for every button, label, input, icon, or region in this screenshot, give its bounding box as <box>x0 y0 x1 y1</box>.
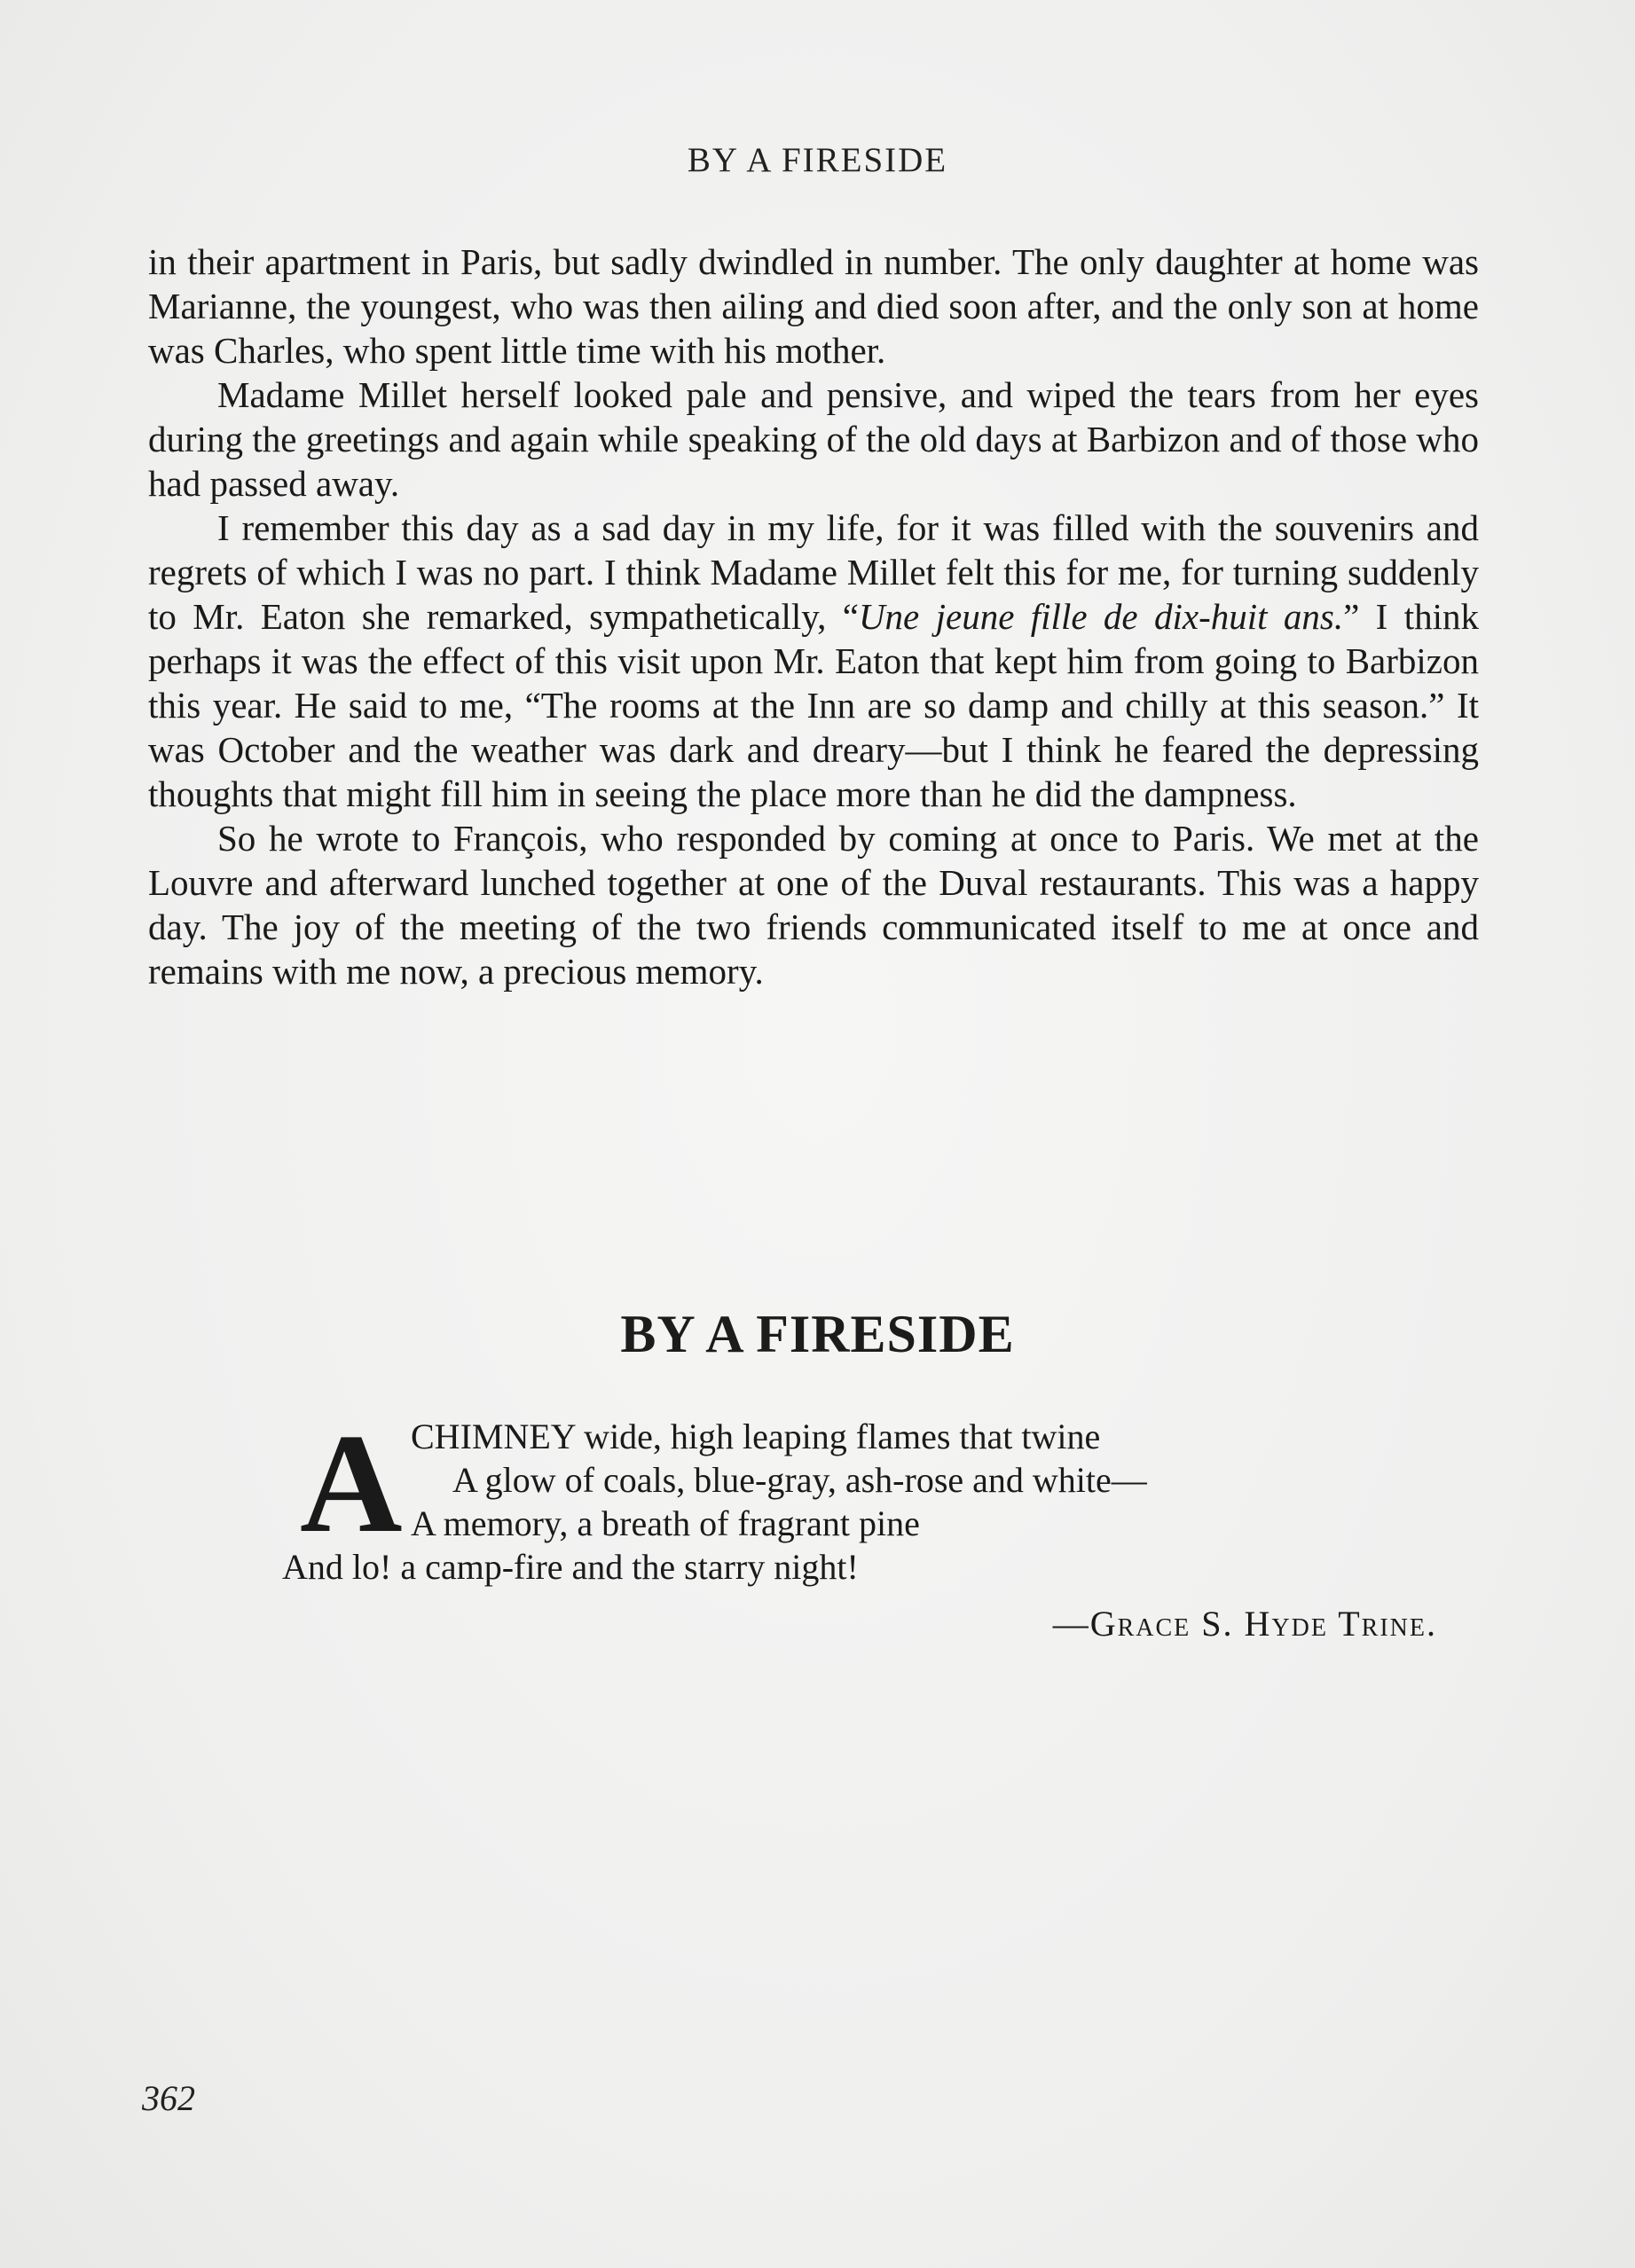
poem-line-2: A glow of coals, blue-gray, ash-rose and white— <box>452 1460 1147 1500</box>
page-number: 362 <box>142 2078 195 2118</box>
poem-title: BY A FIRESIDE <box>620 1305 1015 1363</box>
poem <box>282 1404 1471 1589</box>
drop-cap: A <box>300 1404 403 1562</box>
paragraph-4: So he wrote to François, who responded by coming at once to Paris. We met at the Louvre and afterward lunched together at one of the Duval restaurants. This was a happy day. The joy of the meeting of the two friends communicated itself to me at once and remains with me now, a precious memory. <box>148 818 1479 992</box>
paragraph-2: Madame Millet herself looked pale and pensive, and wiped the tears from her eyes during the greetings and again while speaking of the old days at Barbizon and of those who had passed away. <box>148 374 1479 504</box>
poem-line-1: CHIMNEY wide, high leaping flames that twine <box>411 1417 1101 1456</box>
poem-line-3: A memory, a breath of fragrant pine <box>411 1503 920 1543</box>
running-head: BY A FIRESIDE <box>687 141 948 179</box>
poem-attribution: —Grace S. Hyde Trine. <box>1052 1604 1437 1644</box>
poem-line-4: And lo! a camp-fire and the starry night! <box>282 1547 859 1587</box>
paragraph-1: in their apartment in Paris, but sadly dwindled in number. The only daughter at home was Marianne, the youngest, who was then ailing and died soon after, and the only son at home was Charles, who spent little time with his mother. <box>148 241 1479 371</box>
paragraph-3-part-a: I remember this day as a sad day in my life, for it was filled with the souvenirs and regrets of which I was no part. I think Madame Millet felt this for me, for turning suddenly to Mr. Eaton she remarked, sympathetically, “ <box>148 507 1479 637</box>
paragraph-3 <box>148 506 1479 816</box>
paragraph-3-part-b: ” I think perhaps it was the effect of this visit upon Mr. Eaton that kept him from going to Barbizon this year. He said to me, “The rooms at the Inn are so damp and chilly at this season.” It was October and the weather was dark and dreary—but I think he feared the depressing thoughts that might fill him in seeing the place more than he did the dampness. <box>148 596 1479 814</box>
prose-body <box>148 239 1479 993</box>
french-quote: Une jeune fille de dix-huit ans. <box>858 596 1344 637</box>
